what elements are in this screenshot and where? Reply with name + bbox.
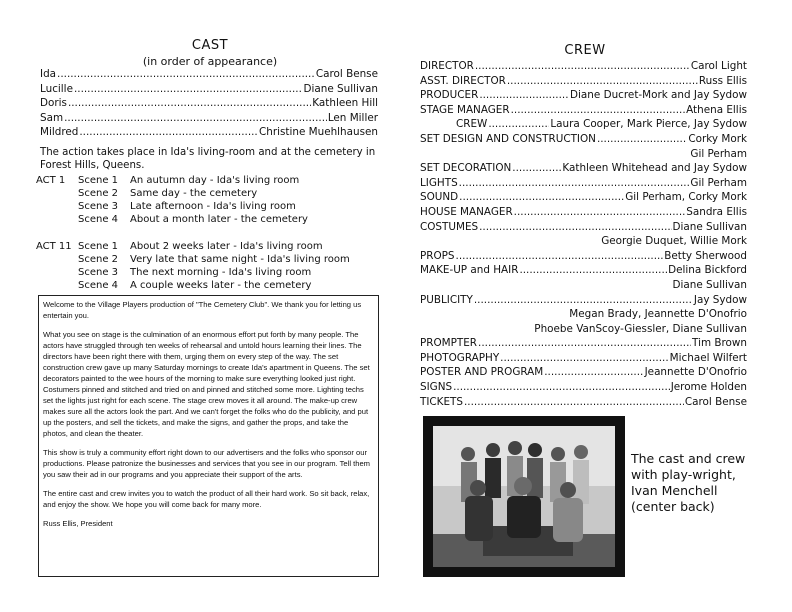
crew-name: Diane Ducret-Mork and Jay Sydow (570, 89, 747, 102)
setting-text: The action takes place in Ida's living-room and at the cemetery in Forest Hills, Queens. (40, 147, 376, 171)
crew-name: Betty Sherwood (664, 249, 747, 262)
cast-row (40, 111, 378, 126)
crew-row (420, 103, 747, 118)
crew-title: CREW (564, 43, 606, 58)
crew-row (420, 249, 747, 264)
crew-row (420, 88, 747, 103)
photo-caption: The cast and crew with play-wright, Ivan Menchell (center back) (631, 451, 746, 514)
cast-list (40, 67, 378, 140)
crew-role: LIGHTS (420, 176, 458, 189)
crew-name: Diane Sullivan (672, 220, 747, 233)
scene-number: Scene 2 (78, 188, 119, 199)
welcome-box (38, 295, 379, 577)
welcome-paragraph: The entire cast and crew invites you to watch the product of all their hard work. So sit back, relax, and enjoy the show. We hope you will come back for many more. (43, 489, 370, 509)
scene-desc: Same day - the cemetery (130, 188, 258, 199)
scene-desc: An autumn day - Ida's living room (130, 175, 300, 186)
crew-name: Jerome Holden (670, 381, 747, 394)
crew-role: SET DESIGN AND CONSTRUCTION (420, 132, 596, 145)
crew-row (420, 351, 747, 366)
crew-name: Delina Bickford (668, 264, 747, 277)
crew-name: Tim Brown (692, 337, 747, 350)
crew-row (420, 336, 747, 351)
crew-role: COSTUMES (420, 220, 479, 233)
crew-role: POSTER AND PROGRAM (420, 366, 544, 379)
crew-row (420, 365, 747, 380)
act2-schedule (36, 240, 381, 292)
cast-role: Sam (40, 111, 64, 124)
crew-row (420, 59, 747, 74)
crew-row (420, 380, 747, 395)
scene-desc: About 2 weeks later - Ida's living room (130, 241, 323, 252)
crew-row (420, 74, 747, 89)
group-photo-image (423, 416, 625, 577)
scene-number: Scene 3 (78, 267, 119, 278)
crew-continuation: Phoebe VanScoy-Giessler, Diane Sullivan (534, 322, 747, 335)
cast-actor: Diane Sullivan (303, 82, 378, 95)
crew-name: Michael Wilfert (669, 351, 747, 364)
crew-role: SOUND (420, 191, 459, 204)
crew-name: Carol Bense (684, 395, 747, 408)
crew-row (420, 293, 747, 308)
scene-number: Scene 3 (78, 201, 119, 212)
welcome-paragraph: Welcome to the Village Players production of "The Cemetery Club". We thank you for letting us entertain you. (43, 300, 362, 320)
crew-role: PROMPTER (420, 337, 478, 350)
scene-desc: Very late that same night - Ida's living room (130, 254, 350, 265)
scene-desc: Late afternoon - Ida's living room (130, 201, 296, 212)
crew-name: Carol Light (690, 60, 747, 72)
crew-role: MAKE-UP and HAIR (420, 264, 519, 277)
scene-number: Scene 4 (78, 280, 119, 291)
crew-role: CREW (456, 118, 488, 131)
crew-continuation: Diane Sullivan (672, 278, 747, 291)
crew-name: Jeannette D'Onofrio (644, 366, 747, 379)
crew-name: Russ Ellis (698, 74, 747, 87)
crew-role: PUBLICITY (420, 293, 473, 306)
crew-role: SET DECORATION (420, 162, 512, 175)
cast-role: Lucille (40, 82, 73, 95)
crew-row (420, 190, 747, 205)
crew-role: PHOTOGRAPHY (420, 351, 500, 364)
crew-role: ASST. DIRECTOR (420, 74, 506, 87)
crew-name: Gil Perham, Corky Mork (625, 191, 747, 204)
act1-schedule (36, 174, 381, 226)
crew-row (420, 220, 747, 235)
crew-role: PROPS (420, 249, 455, 262)
cast-row (40, 67, 378, 82)
cast-role: Doris (40, 97, 67, 110)
crew-row (420, 132, 747, 147)
cast-actor: Len Miller (327, 111, 378, 124)
cast-row (40, 82, 378, 97)
scene-desc: A couple weeks later - the cemetery (130, 280, 312, 291)
cast-row (40, 125, 378, 140)
crew-name: Sandra Ellis (686, 205, 747, 218)
crew-role: TICKETS (420, 395, 463, 408)
crew-name: Gil Perham (690, 176, 747, 189)
welcome-paragraph: What you see on stage is the culmination of an enormous effort put forth by many people. The actors have struggled through ten weeks of rehearsal and untold hours learning their lines. The directors have been right there with them, urging them on every step of the way. The set construction crew gave up many Saturday mornings to create Ida's apartment in Queens. The set decorators painted to the wee hours of the morning to make sure everything looked just right. Costumers pinned and stitched and tried on and pinned and stitched some more. Lighting techs set the lights just right for each scene. The stage crew moves it all around. The make-up crew makes sure all the actors look the part. And we can't forget the folks who do the publicity, and put up the posters, and sell the tickets, and make the signs, and gather the props, and take the photos, and clean the theater. (43, 330, 370, 438)
crew-name: Corky Mork (688, 132, 747, 145)
crew-row (420, 205, 747, 220)
crew-role: DIRECTOR (420, 60, 474, 72)
crew-continuation: Gil Perham (690, 147, 747, 160)
welcome-signature: Russ Ellis, President (43, 519, 113, 528)
crew-list (420, 59, 747, 409)
cast-actor: Kathleen Hill (312, 97, 378, 110)
cast-row (40, 96, 378, 111)
crew-role: STAGE MANAGER (420, 103, 510, 116)
crew-name: Laura Cooper, Mark Pierce, Jay Sydow (550, 118, 747, 131)
cast-role: Ida (40, 68, 57, 80)
cast-title: CAST (191, 38, 229, 53)
crew-row (420, 161, 747, 176)
act-label: ACT 11 (36, 241, 72, 252)
scene-number: Scene 4 (78, 214, 119, 225)
crew-row (420, 117, 747, 132)
scene-number: Scene 1 (78, 175, 119, 186)
crew-role: HOUSE MANAGER (420, 205, 513, 218)
cast-photo (423, 416, 625, 577)
scene-desc: About a month later - the cemetery (130, 214, 308, 225)
cast-actor: Christine Muehlhausen (258, 126, 378, 139)
crew-continuation: Megan Brady, Jeannette D'Onofrio (569, 308, 747, 321)
crew-role: SIGNS (420, 381, 453, 394)
crew-row (420, 176, 747, 191)
crew-role: PRODUCER (420, 89, 479, 102)
act-label: ACT 1 (36, 175, 66, 186)
scene-number: Scene 2 (78, 254, 119, 265)
cast-subtitle: (in order of appearance) (142, 55, 278, 68)
crew-row (420, 263, 747, 278)
crew-name: Jay Sydow (693, 293, 747, 306)
cast-actor: Carol Bense (315, 68, 378, 80)
scene-desc: The next morning - Ida's living room (130, 267, 312, 278)
crew-row (420, 395, 747, 410)
crew-name: Athena Ellis (686, 103, 747, 116)
scene-number: Scene 1 (78, 241, 119, 252)
crew-continuation: Georgie Duquet, Willie Mork (601, 235, 747, 248)
cast-role: Mildred (40, 126, 79, 139)
crew-name: Kathleen Whitehead and Jay Sydow (562, 162, 747, 175)
welcome-paragraph: This show is truly a community effort right down to our advertisers and the folks who sponsor our productions. Please patronize the businesses and services that you see in our program. Tell them you saw their ad in our programs and you appreciate their support of the arts. (43, 448, 370, 479)
